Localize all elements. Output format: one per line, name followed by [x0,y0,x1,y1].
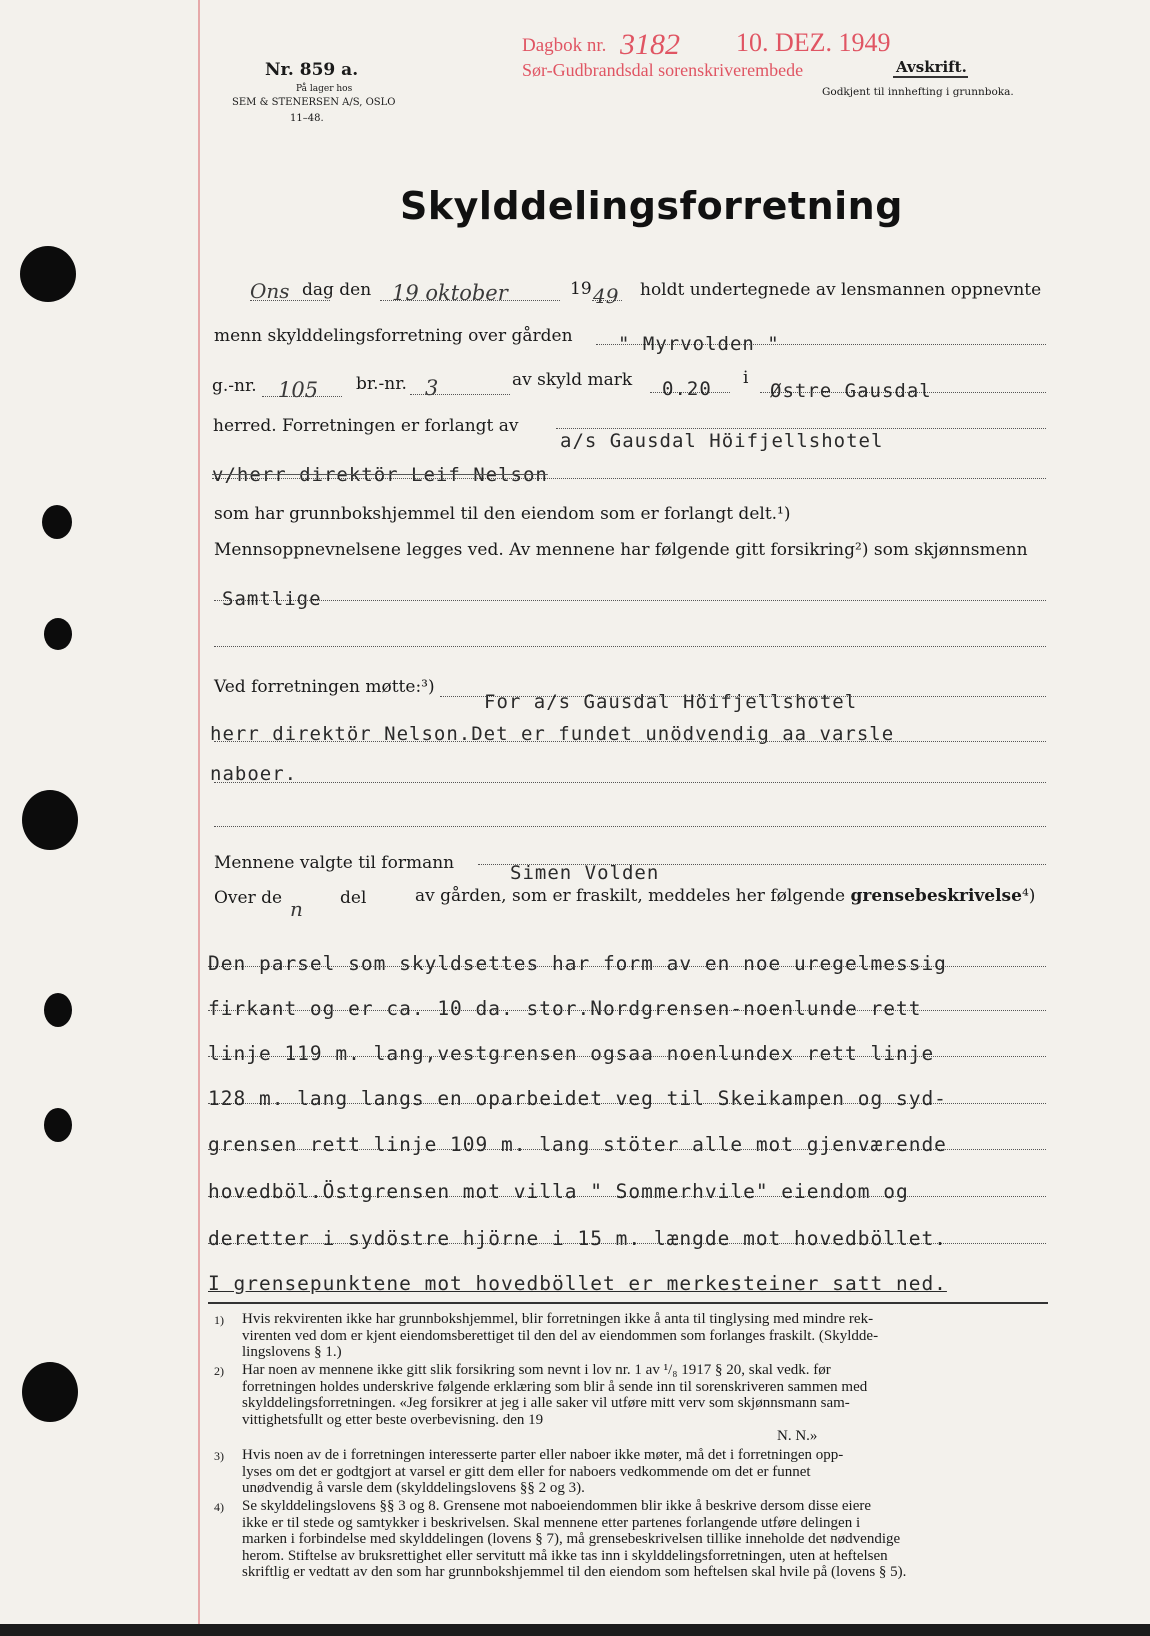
footnote-number: 2) [214,1364,224,1378]
gnr-label: g.-nr. [212,376,257,396]
year-prefix: 19 [570,279,592,299]
motte-continuation: herr direktör Nelson.Det er fundet unödvendig aa varsle [210,723,895,745]
skjonnsmenn-value: Samtlige [222,588,322,610]
motte-label: Ved forretningen møtte:³) [214,677,435,697]
line1-tail: holdt undertegnede av lensmannen oppnevnte [640,280,1042,300]
forsikring-text: Mennsoppnevnelsene legges ved. Av mennene har følgende gitt forsikring²) som skjønnsmenn [214,540,1028,560]
line15-tail [415,886,1035,906]
godkjent-label: Godkjent til innhefting i grunnboka. [822,86,1014,98]
punch-hole [44,993,72,1027]
footnote-signature: N. N.» [777,1428,818,1444]
hjemmel-text: som har grunnbokshjemmel til den eiendom som er forlangt delt.¹) [214,504,791,524]
footnote-line: vittighetsfullt og etter beste overbevisning. den 19 [242,1411,544,1428]
motte-value: For a/s Gausdal Höifjellshotel [484,691,858,713]
footnote-number: 3) [214,1449,224,1463]
footnote-line: Se skylddelingslovens §§ 3 og 8. Grensene mot naboeiendommen blir ikke å beskrive dersom disse eiere [242,1498,872,1514]
over-handwritten: n [290,897,303,921]
avskrift-underline [893,76,968,78]
margin-rule [198,0,200,1624]
footnote-text [242,1447,843,1497]
i-label: i [743,368,749,388]
footnote-text [242,1362,867,1445]
brnr-label: br.-nr. [356,374,407,394]
description-line: deretter i sydöstre hjörne i 15 m. længde mot hovedböllet. [208,1227,947,1250]
fill-line [214,782,1046,783]
description-line: 128 m. lang langs en oparbeidet veg til Skeikampen og syd- [208,1087,947,1110]
fill-line [214,600,1046,601]
footnote-line: unødvendig å varsle dem (skylddelingslovens §§ 2 og 3). [242,1480,585,1496]
punch-hole [22,790,78,850]
footnote-line: Har noen av mennene ikke gitt slik forsikring som nevnt i lov nr. 1 av ¹/₈ 1917 § 20, skal vedk. før [242,1362,831,1378]
footnote-ref: ⁴) [1021,886,1036,906]
stamp-dagbok-label: Dagbok nr. [522,35,607,56]
date-handwritten: 19 oktober [392,281,508,305]
footnote-line: lyses om det er godtgjort at varsel er gitt dem eller for naboers vedkommende om det er funnet [242,1463,811,1480]
footnote-number: 4) [214,1500,224,1514]
avskrift-label: Avskrift. [896,58,967,76]
stamp-dagbok-number: 3182 [620,28,680,61]
punch-hole [44,618,72,650]
footnote-text [242,1311,878,1361]
footnote-text [242,1498,906,1581]
skyld-label: av skyld mark [512,370,633,390]
publisher-line: SEM & STENERSEN A/S, OSLO [232,97,396,108]
weekday-handwritten: Ons [250,279,290,303]
publisher-line: 11–48. [290,113,324,124]
footnote-line: forretningen holdes underskrive følgende erklæring som blir å sende inn til sorenskriveren sammen med [242,1378,868,1395]
fill-line [556,428,1046,429]
description-line: firkant og er ca. 10 da. stor.Nordgrensen-noenlunde rett [208,997,922,1020]
stamp-office: Sør-Gudbrandsdal sorenskriverembede [522,60,804,80]
requester-label: herred. Forretningen er forlangt av [213,416,519,436]
punch-hole [42,505,72,539]
line15-text: av gården, som er fraskilt, meddeles her følgende [415,886,846,906]
brnr-value: 3 [425,376,439,400]
fill-line [214,646,1046,647]
page-title: Skylddelingsforretning [400,184,903,228]
grensebeskrivelse-label: grensebeskrivelse [850,886,1022,906]
skyld-value: 0.20 [662,378,712,400]
footnote-line: Hvis rekvirenten ikke har grunnbokshjemmel, blir forretningen ikke å anta til tinglysing med mindre rek- [242,1311,874,1327]
over-label: Over de [214,888,283,908]
punch-hole [44,1108,72,1142]
requester-representative: v/herr direktör Leif Nelson [212,464,548,486]
gnr-value: 105 [278,378,319,402]
year-suffix-handwritten: 49 [593,284,619,308]
form-number: Nr. 859 a. [265,60,359,80]
punch-hole [22,1362,78,1422]
gard-label: menn skylddelingsforretning over gården [214,326,573,346]
formann-label: Mennene valgte til formann [214,853,455,873]
description-line: I grensepunktene mot hovedböllet er merkesteiner satt ned. [208,1272,947,1295]
footnote-line: ikke er til stede og samtykker i beskrivelsen. Skal mennene etter partenes forlangende utføre delingen i [242,1514,861,1531]
place-name: Østre Gausdal [770,380,932,402]
footnote-line: marken i forbindelse med skylddelingen (lovens § 7), må grensebeskrivelsen tillike inneholde det nødvendige [242,1531,901,1547]
formann-value: Simen Volden [510,862,660,884]
footnote-divider [208,1302,1048,1304]
farm-name: " Myrvolden " [618,333,780,355]
publisher-line: På lager hos [296,84,353,94]
dag-den-label: dag den [302,280,372,300]
footnote-number: 1) [214,1313,224,1327]
description-line: hovedböl.Östgrensen mot villa " Sommerhvile" eiendom og [208,1180,909,1203]
motte-continuation: naboer. [210,763,298,785]
footnote-line: lingslovens § 1.) [242,1344,342,1360]
description-line: linje 119 m. lang,vestgrensen ogsaa noenlundex rett linje [208,1042,935,1065]
del-label: del [340,888,367,908]
footnote-line: herom. Stiftelse av bruksrettighet eller servitutt må ikke tas inn i skylddelingsforretningen, uten at heftelsen [242,1547,888,1564]
punch-hole [20,246,76,302]
fill-line [214,826,1046,827]
footnote-line: skriftlig er vedtatt av den som har grunnbokshjemmel til den eiendom som heftelsen skal hvile på (lovens § 5). [242,1564,907,1580]
footnote-line: skylddelingsforretningen. «Jeg forsikrer at jeg i alle saker vil utføre mitt verv som skjønnsmann sam- [242,1395,850,1411]
requester-name: a/s Gausdal Höifjellshotel [560,430,884,452]
footnote-line: Hvis noen av de i forretningen interesserte parter eller naboer ikke møter, må det i forretningen opp- [242,1447,844,1463]
description-line: Den parsel som skyldsettes har form av en noe uregelmessig [208,952,947,975]
footnote-line: virenten ved dom er kjent eiendomsberettiget til den del av eiendommen som forlanges fraskilt. (Skyldde- [242,1327,879,1344]
stamp-date: 10. DEZ. 1949 [736,28,891,57]
description-line: grensen rett linje 109 m. lang stöter alle mot gjenværende [208,1133,947,1156]
